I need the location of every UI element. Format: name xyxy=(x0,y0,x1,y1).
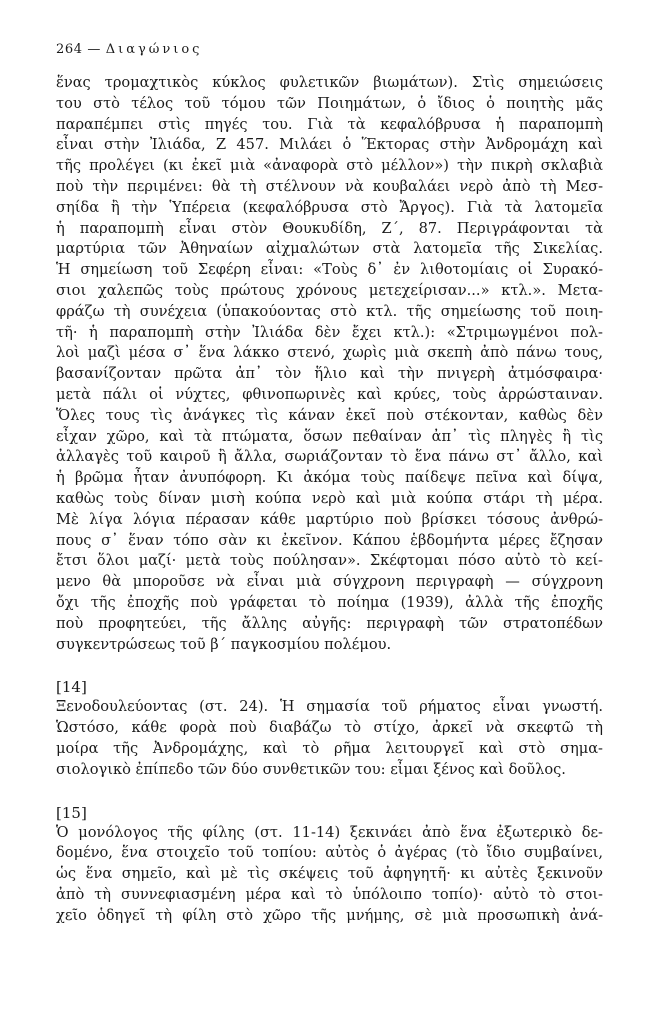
note-number-15: [15] xyxy=(56,803,87,822)
text-line: βασανίζονταν πρῶτα ἀπ᾽ τὸν ἥλιο καὶ τὴν πνιγερὴ ἀτμόσφαιρα· xyxy=(56,365,603,383)
text-line: ποὺ τὴν περιμένει: θὰ τὴ στέλνουν νὰ κουβαλάει νερὸ ἀπὸ τὴ Μεσ- xyxy=(56,177,603,195)
text-line: Ὅλες τους τὶς ἀνάγκες τὶς κάναν ἐκεῖ ποὺ στέκονταν, καθὼς δὲν xyxy=(56,406,603,424)
journal-title: Διαγώνιος xyxy=(105,42,203,57)
text-line: χεῖο ὁδηγεῖ τὴ φίλη στὸ χῶρο τῆς μνήμης, σὲ μιὰ προσωπικὴ ἀνά- xyxy=(56,906,603,924)
text-line: σιοι χαλεπῶς τοὺς πρώτους χρόνους μετεχείρισαν...» κτλ.». Μετα- xyxy=(56,281,603,299)
text-line: σηίδα ἢ τὴν Ὑπέρεια (κεφαλόβρυσα στὸ Ἄργος). Γιὰ τὰ λατομεῖα xyxy=(56,198,603,216)
text-line: ἔτσι ὅλοι μαζί· μετὰ τοὺς πούλησαν». Σκέφτομαι πόσο αὐτὸ τὸ κεί- xyxy=(56,552,603,570)
text-line: σιολογικὸ ἐπίπεδο τῶν δύο συνθετικῶν του: εἶμαι ξένος καὶ δοῦλος. xyxy=(56,760,566,778)
note-number-14: [14] xyxy=(56,678,87,697)
text-line: μενο θὰ μποροῦσε νὰ εἶναι μιὰ σύγχρονη περιγραφὴ — σύγχρονη xyxy=(56,573,603,591)
text-line: εἶχαν χῶρο, καὶ τὰ πτώματα, ὅσων πεθαίναν ἀπ᾽ τὶς πληγὲς ἢ τὶς xyxy=(56,427,603,445)
text-line: ἕνας τρομαχτικὸς κύκλος φυλετικῶν βιωμάτων). Στὶς σημειώσεις xyxy=(56,74,603,91)
text-line: Μὲ λίγα λόγια πέρασαν κάθε μαρτύριο ποὺ βρίσκει τόσους ἀνθρώ- xyxy=(56,510,603,528)
text-line: ἡ παραπομπὴ εἶναι στὸν Θουκυδίδη, Ζ´, 87. Περιγράφονται τὰ xyxy=(56,219,603,237)
text-line: ἡ βρῶμα ἦταν ἀνυπόφορη. Κι ἀκόμα τοὺς παίδεψε πεῖνα καὶ δίψα, xyxy=(56,469,603,487)
note-14-text xyxy=(56,697,603,780)
text-line: Ἡ σημείωση τοῦ Σεφέρη εἶναι: «Τοὺς δ᾽ ἐν λιθοτομίαις οἱ Συρακό- xyxy=(56,261,603,279)
text-line: Ὁ μονόλογος τῆς φίλης (στ. 11-14) ξεκινάει ἀπὸ ἕνα ἐξωτερικὸ δε- xyxy=(56,823,603,841)
text-line: μαρτύρια τῶν Ἀθηναίων αἰχμαλώτων στὰ λατομεῖα τῆς Σικελίας. xyxy=(56,240,603,258)
text-line: λοὶ μαζὶ μέσα σ᾽ ἕνα λάκκο στενό, χωρὶς μιὰ σκεπὴ ἀπὸ πάνω τους, xyxy=(56,344,603,362)
text-line: συγκεντρώσεως τοῦ β´ παγκοσμίου πολέμου. xyxy=(56,635,392,653)
text-line: Ξενοδουλεύοντας (στ. 24). Ἡ σημασία τοῦ ρήματος εἶναι γνωστή. xyxy=(56,698,603,716)
text-line: του στὸ τέλος τοῦ τόμου τῶν Ποιημάτων, ὁ ἴδιος ὁ ποιητὴς μᾶς xyxy=(56,94,603,112)
text-line: παραπέμπει στὶς πηγές του. Γιὰ τὰ κεφαλόβρυσα ἡ παραπομπὴ xyxy=(56,115,603,133)
running-head xyxy=(56,42,603,57)
note-15-text xyxy=(56,823,603,927)
header-dash: — xyxy=(87,42,101,57)
text-line: ποὺ προφητεύει, τῆς ἄλλης αὐγῆς: περιγραφὴ τῶν στρατοπέδων xyxy=(56,614,603,632)
text-line: μετὰ πάλι οἱ νύχτες, φθινοπωρινὲς καὶ κρύες, τοὺς ἀρρώσταιναν. xyxy=(56,385,603,403)
main-paragraph xyxy=(56,73,603,655)
text-line: ἀλλαγὲς τοῦ καιροῦ ἢ ἄλλα, σωριάζονταν τὸ ἕνα πάνω στ᾽ ἄλλο, καὶ xyxy=(56,448,603,466)
text-line: μοίρα τῆς Ἀνδρομάχης, καὶ τὸ ρῆμα λειτουργεῖ καὶ στὸ σημα- xyxy=(56,739,603,757)
text-line: τῆ· ἡ παραπομπὴ στὴν Ἰλιάδα δὲν ἔχει κτλ.): «Στριμωγμένοι πολ- xyxy=(56,323,603,341)
text-line: ὡς ἕνα σημεῖο, καὶ μὲ τὶς σκέψεις τοῦ ἀφηγητῆ· κι αὐτὲς ξεκινοῦν xyxy=(56,865,603,883)
text-line: εἶναι στὴν Ἰλιάδα, Ζ 457. Μιλάει ὁ Ἕκτορας στὴν Ἀνδρομάχη καὶ xyxy=(56,136,603,154)
text-line: δομένο, ἕνα στοιχεῖο τοῦ τοπίου: αὐτὸς ὁ ἀγέρας (τὸ ἴδιο συμβαίνει, xyxy=(56,844,603,862)
page-number: 264 xyxy=(56,42,83,57)
text-line: φράζω τὴ συνέχεια (ὑπακούοντας στὸ κτλ. τῆς σημείωσης τοῦ ποιη- xyxy=(56,302,603,320)
text-line: ἀπὸ τὴ συννεφιασμένη μέρα καὶ τὸ ὑπόλοιπο τοπίο)· αὐτὸ τὸ στοι- xyxy=(56,885,603,903)
text-line: τῆς προλέγει (κι ἐκεῖ μιὰ «ἀναφορὰ στὸ μέλλον») τὴν πικρὴ σκλαβιὰ xyxy=(56,157,603,175)
text-line: πους σ᾽ ἕναν τόπο σὰν κι ἐκεῖνον. Κάπου ἑβδομήντα μέρες ἔζησαν xyxy=(56,531,603,549)
text-line: ὄχι τῆς ἐποχῆς ποὺ γράφεται τὸ ποίημα (1939), ἀλλὰ τῆς ἐποχῆς xyxy=(56,593,603,611)
text-line: καθὼς τοὺς δίναν μισὴ κούπα νερὸ καὶ μιὰ κούπα στάρι τὴ μέρα. xyxy=(56,489,603,507)
text-line: Ὡστόσο, κάθε φορὰ ποὺ διαβάζω τὸ στίχο, ἀρκεῖ νὰ σκεφτῶ τὴ xyxy=(56,719,603,737)
